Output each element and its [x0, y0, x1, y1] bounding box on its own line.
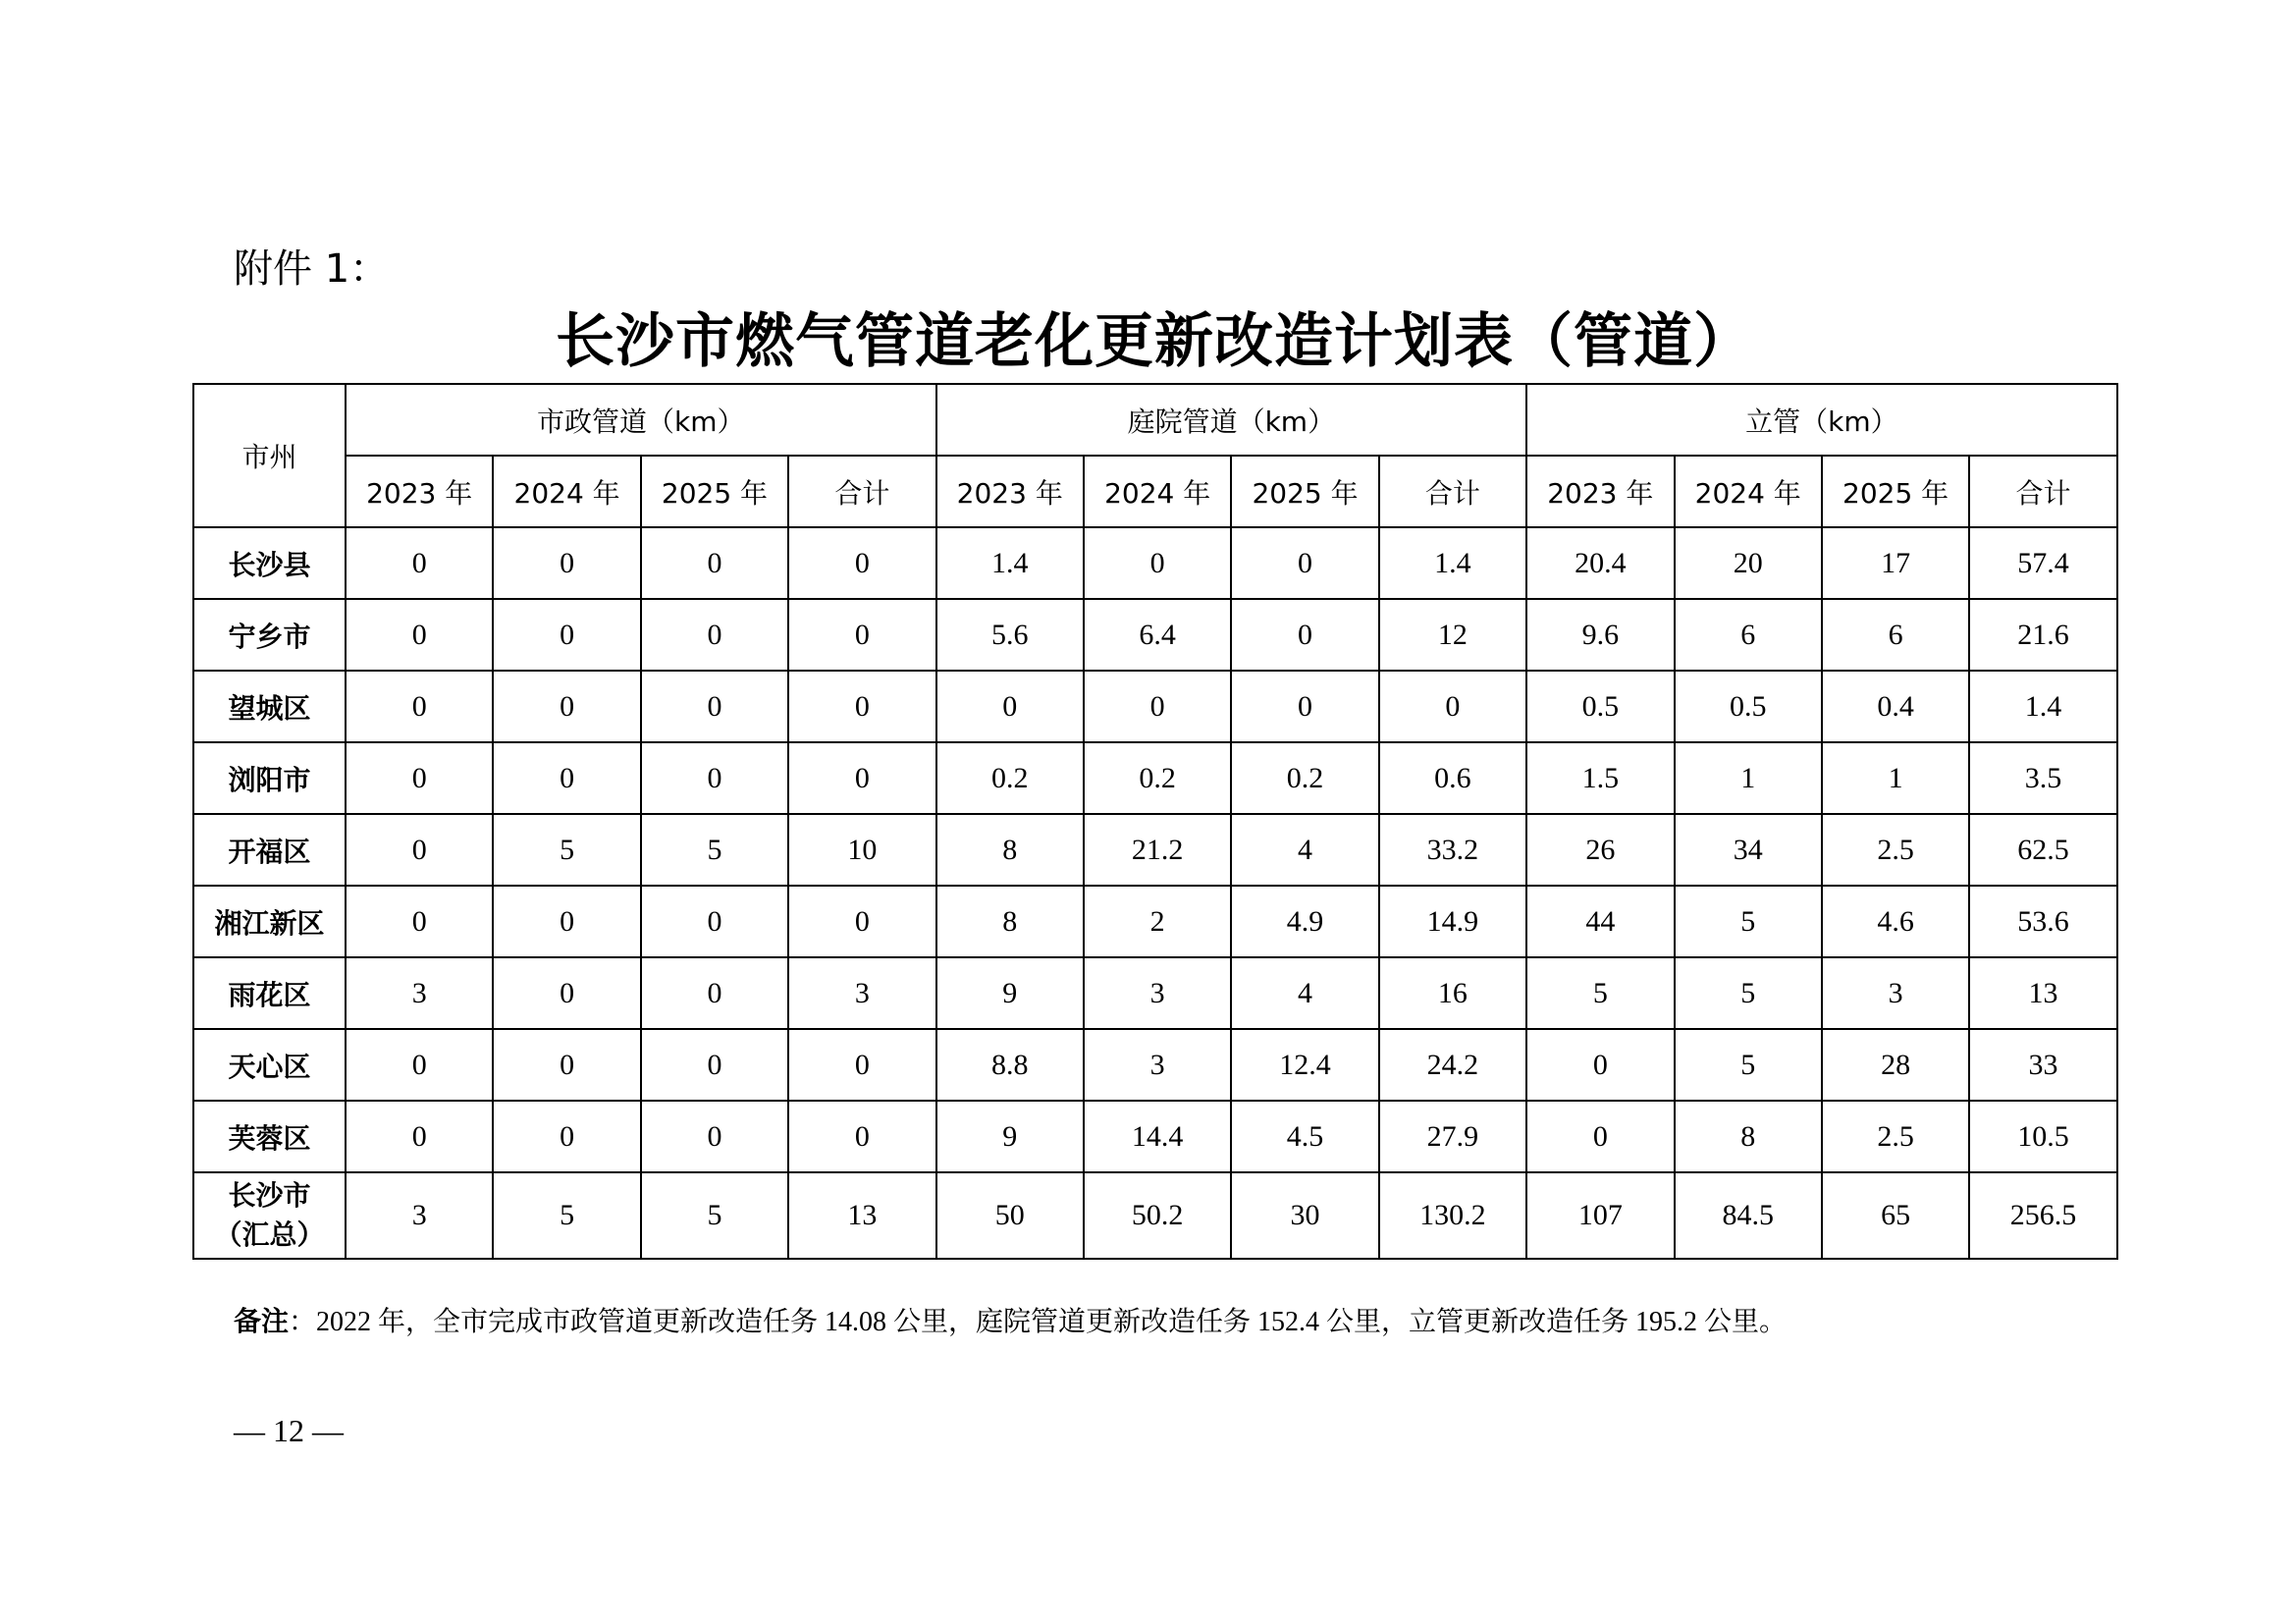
table-cell: 2.5: [1822, 1101, 1969, 1172]
table-cell: 6.4: [1084, 599, 1231, 671]
table-cell: 0: [493, 527, 640, 599]
footnote-label: 备注: [234, 1305, 290, 1337]
table-cell: 0: [641, 742, 788, 814]
table-cell: 57.4: [1969, 527, 2116, 599]
page-title: 长沙市燃气管道老化更新改造计划表（管道）: [556, 307, 1753, 376]
table-cell: 4: [1231, 814, 1378, 886]
table-cell: 27.9: [1379, 1101, 1526, 1172]
table-cell: 3: [1822, 957, 1969, 1029]
table-cell: 6: [1822, 599, 1969, 671]
year-header: 2024 年: [493, 456, 640, 527]
table-cell: 0.4: [1822, 671, 1969, 742]
table-cell: 0: [1526, 1101, 1674, 1172]
table-cell: 0: [788, 527, 935, 599]
page-number: — 12 —: [234, 1413, 344, 1448]
table-cell: 0: [936, 671, 1084, 742]
row-city-name: 长沙县: [193, 527, 346, 599]
table-row: [193, 742, 2117, 814]
table-row: [193, 1029, 2117, 1101]
table-cell: 2.5: [1822, 814, 1969, 886]
row-city-name: 浏阳市: [193, 742, 346, 814]
table-cell: 0: [346, 671, 493, 742]
group-header-riser: 立管（km）: [1526, 384, 2117, 456]
table-cell: 20.4: [1526, 527, 1674, 599]
total-row-city-name: [193, 1172, 346, 1259]
row-city-name: 宁乡市: [193, 599, 346, 671]
table-cell: 0.6: [1379, 742, 1526, 814]
table-cell: 0: [641, 886, 788, 957]
table-row: [193, 671, 2117, 742]
table-row: [193, 1101, 2117, 1172]
table-cell: 256.5: [1969, 1172, 2116, 1259]
table-row: [193, 957, 2117, 1029]
table-cell: 0: [493, 957, 640, 1029]
table-cell: 3.5: [1969, 742, 2116, 814]
table-cell: 13: [788, 1172, 935, 1259]
table-cell: 5: [1526, 957, 1674, 1029]
table-total-row: [193, 1172, 2117, 1259]
group-header-row: [193, 384, 2117, 456]
table-cell: 12.4: [1231, 1029, 1378, 1101]
year-header: 2025 年: [1822, 456, 1969, 527]
table-cell: 0: [346, 599, 493, 671]
table-cell: 0.2: [1084, 742, 1231, 814]
table-cell: 0: [641, 957, 788, 1029]
table-cell: 62.5: [1969, 814, 2116, 886]
table-cell: 0: [641, 1101, 788, 1172]
total-header: 合计: [1379, 456, 1526, 527]
table-cell: 20: [1675, 527, 1822, 599]
table-cell: 8: [936, 814, 1084, 886]
total-header: 合计: [788, 456, 935, 527]
table-cell: 4: [1231, 957, 1378, 1029]
table-cell: 10: [788, 814, 935, 886]
table-cell: 0.5: [1675, 671, 1822, 742]
table-cell: 5: [493, 814, 640, 886]
table-cell: 13: [1969, 957, 2116, 1029]
table-row: [193, 599, 2117, 671]
table-cell: 3: [1084, 957, 1231, 1029]
row-city-name: 天心区: [193, 1029, 346, 1101]
table-cell: 3: [1084, 1029, 1231, 1101]
table-cell: 28: [1822, 1029, 1969, 1101]
table-cell: 5: [493, 1172, 640, 1259]
table-cell: 34: [1675, 814, 1822, 886]
year-header: 2025 年: [641, 456, 788, 527]
table-cell: 0.2: [936, 742, 1084, 814]
table-cell: 5: [1675, 957, 1822, 1029]
table-cell: 1: [1822, 742, 1969, 814]
table-cell: 3: [788, 957, 935, 1029]
table-cell: 8: [936, 886, 1084, 957]
table-cell: 17: [1822, 527, 1969, 599]
table-cell: 50: [936, 1172, 1084, 1259]
table-cell: 24.2: [1379, 1029, 1526, 1101]
table-cell: 0: [346, 1101, 493, 1172]
table-cell: 33: [1969, 1029, 2116, 1101]
table-cell: 0: [493, 886, 640, 957]
table-cell: 0: [788, 599, 935, 671]
table-cell: 0: [346, 1029, 493, 1101]
table-cell: 10.5: [1969, 1101, 2116, 1172]
table-cell: 65: [1822, 1172, 1969, 1259]
table-cell: 0: [1379, 671, 1526, 742]
year-header-row: [193, 456, 2117, 527]
footnote: [234, 1301, 1787, 1343]
table-cell: 12: [1379, 599, 1526, 671]
table-cell: 0: [788, 1101, 935, 1172]
table-cell: 130.2: [1379, 1172, 1526, 1259]
table-cell: 0: [788, 671, 935, 742]
total-city-line1: 长沙市: [228, 1179, 311, 1212]
table-cell: 9: [936, 1101, 1084, 1172]
table-cell: 0: [493, 1101, 640, 1172]
table-cell: 5.6: [936, 599, 1084, 671]
row-city-name: 开福区: [193, 814, 346, 886]
table-cell: 5: [641, 1172, 788, 1259]
table-cell: 5: [1675, 1029, 1822, 1101]
table-cell: 21.6: [1969, 599, 2116, 671]
table-cell: 9: [936, 957, 1084, 1029]
table-cell: 3: [346, 1172, 493, 1259]
table-cell: 44: [1526, 886, 1674, 957]
table-cell: 14.4: [1084, 1101, 1231, 1172]
row-city-name: 望城区: [193, 671, 346, 742]
total-city-line2: （汇总）: [214, 1218, 325, 1251]
table-cell: 33.2: [1379, 814, 1526, 886]
table-row: [193, 527, 2117, 599]
table-cell: 26: [1526, 814, 1674, 886]
table-cell: 14.9: [1379, 886, 1526, 957]
table-cell: 0: [788, 886, 935, 957]
table-cell: 0: [493, 1029, 640, 1101]
table-cell: 6: [1675, 599, 1822, 671]
row-city-name: 芙蓉区: [193, 1101, 346, 1172]
group-header-municipal: 市政管道（km）: [346, 384, 936, 456]
attachment-label: 附件 1：: [234, 246, 390, 292]
year-header: 2025 年: [1231, 456, 1378, 527]
table-row: [193, 886, 2117, 957]
table-cell: 0: [641, 527, 788, 599]
group-header-courtyard: 庭院管道（km）: [936, 384, 1527, 456]
footnote-text: ：2022 年，全市完成市政管道更新改造任务 14.08 公里，庭院管道更新改造任务 152.4 公里，立管更新改造任务 195.2 公里。: [289, 1307, 1788, 1337]
table-cell: 21.2: [1084, 814, 1231, 886]
table-cell: 3: [346, 957, 493, 1029]
table-cell: 0: [346, 742, 493, 814]
table-cell: 0: [641, 599, 788, 671]
year-header: 2023 年: [1526, 456, 1674, 527]
table-cell: 8.8: [936, 1029, 1084, 1101]
table-cell: 53.6: [1969, 886, 2116, 957]
table-cell: 0: [641, 671, 788, 742]
table-cell: 0: [346, 814, 493, 886]
year-header: 2024 年: [1084, 456, 1231, 527]
table-cell: 0: [1084, 671, 1231, 742]
table-cell: 0: [1231, 599, 1378, 671]
table-cell: 0: [788, 1029, 935, 1101]
table-cell: 0: [346, 886, 493, 957]
table-cell: 5: [641, 814, 788, 886]
table-cell: 50.2: [1084, 1172, 1231, 1259]
year-header: 2023 年: [346, 456, 493, 527]
table-cell: 0: [346, 527, 493, 599]
table-cell: 4.6: [1822, 886, 1969, 957]
year-header: 2024 年: [1675, 456, 1822, 527]
table-cell: 0: [1526, 1029, 1674, 1101]
city-column-header: 市州: [193, 384, 346, 527]
plan-table: [192, 383, 2118, 1260]
table-body: [193, 527, 2117, 1259]
table-cell: 16: [1379, 957, 1526, 1029]
table-cell: 0: [1231, 671, 1378, 742]
total-header: 合计: [1969, 456, 2116, 527]
table-cell: 4.9: [1231, 886, 1378, 957]
table-cell: 2: [1084, 886, 1231, 957]
table-cell: 1.5: [1526, 742, 1674, 814]
table-cell: 0.2: [1231, 742, 1378, 814]
table-cell: 0: [1231, 527, 1378, 599]
table-cell: 84.5: [1675, 1172, 1822, 1259]
row-city-name: 湘江新区: [193, 886, 346, 957]
table-cell: 8: [1675, 1101, 1822, 1172]
row-city-name: 雨花区: [193, 957, 346, 1029]
table-row: [193, 814, 2117, 886]
table-cell: 0: [493, 671, 640, 742]
table-cell: 0: [493, 742, 640, 814]
table-cell: 0: [641, 1029, 788, 1101]
table-cell: 1: [1675, 742, 1822, 814]
table-cell: 0: [788, 742, 935, 814]
table-cell: 0: [493, 599, 640, 671]
table-cell: 107: [1526, 1172, 1674, 1259]
table-cell: 30: [1231, 1172, 1378, 1259]
table-cell: 5: [1675, 886, 1822, 957]
table-cell: 9.6: [1526, 599, 1674, 671]
table-cell: 0: [1084, 527, 1231, 599]
table-cell: 4.5: [1231, 1101, 1378, 1172]
table-cell: 1.4: [1379, 527, 1526, 599]
table-cell: 0.5: [1526, 671, 1674, 742]
year-header: 2023 年: [936, 456, 1084, 527]
table-cell: 1.4: [1969, 671, 2116, 742]
table-cell: 1.4: [936, 527, 1084, 599]
